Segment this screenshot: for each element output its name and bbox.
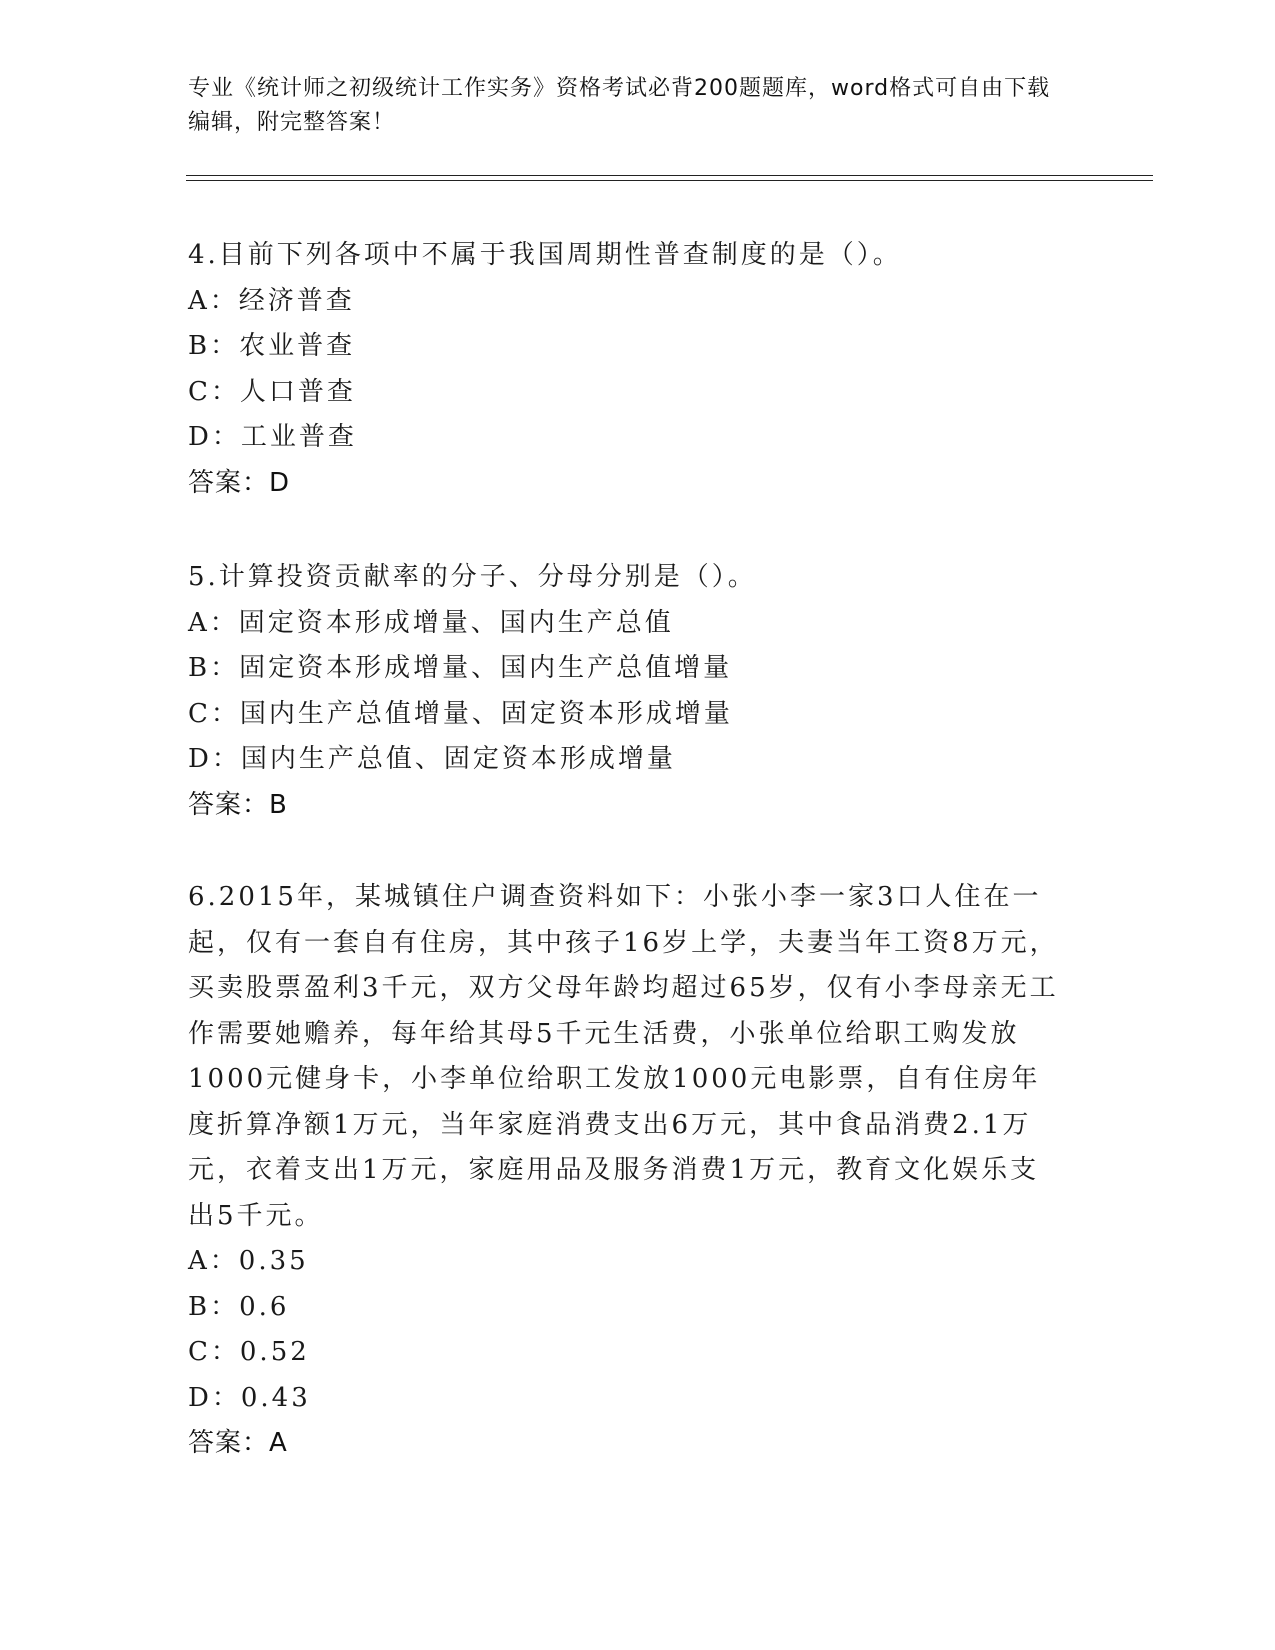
header-divider-bottom [186, 180, 1153, 181]
option-d: D：国内生产总值、固定资本形成增量 [188, 744, 676, 774]
document-header: 专业《统计师之初级统计工作实务》资格考试必背200题题库，word格式可自由下载编辑，附完整答案！ [188, 76, 1051, 135]
option-d: D：工业普查 [188, 422, 357, 452]
answer: 答案：A [188, 1428, 288, 1458]
option-a: A：0.35 [188, 1246, 309, 1276]
header-divider-top [186, 175, 1153, 176]
question-stem: 6.2015年，某城镇住户调查资料如下：小张小李一家3口人住在一起，仅有一套自有住房，其中孩子16岁上学，夫妻当年工资8万元，买卖股票盈利3千元，双方父母年龄均超过65岁，仅有小李母亲无工作需要她赡养，每年给其母5千元生活费，小张单位给职工购发放1000元健身卡，小李单位给职工发放1000元电影票，自有住房年度折算净额1万元，当年家庭消费支出6万元，其中食品消费2.1万元，衣着支出1万元，家庭用品及服务消费1万元，教育文化娱乐支出5千元。 [188, 882, 1059, 1231]
option-c: C：国内生产总值增量、固定资本形成增量 [188, 698, 733, 729]
answer: 答案：B [188, 789, 288, 820]
question-4 [188, 233, 1088, 506]
option-b: B：农业普查 [188, 331, 356, 361]
option-c: C：人口普查 [188, 376, 356, 407]
question-stem: 4.目前下列各项中不属于我国周期性普查制度的是（）。 [188, 240, 902, 270]
question-6 [188, 875, 1088, 1467]
option-b: B：0.6 [188, 1291, 290, 1322]
answer: 答案：D [188, 467, 291, 498]
option-b: B：固定资本形成增量、国内生产总值增量 [188, 653, 733, 683]
question-stem: 5.计算投资贡献率的分子、分母分别是（）。 [188, 562, 757, 592]
option-a: A：固定资本形成增量、国内生产总值 [188, 607, 674, 638]
option-d: D：0.43 [188, 1382, 311, 1413]
option-a: A：经济普查 [188, 285, 355, 316]
question-5 [188, 555, 1088, 828]
option-c: C：0.52 [188, 1337, 310, 1367]
